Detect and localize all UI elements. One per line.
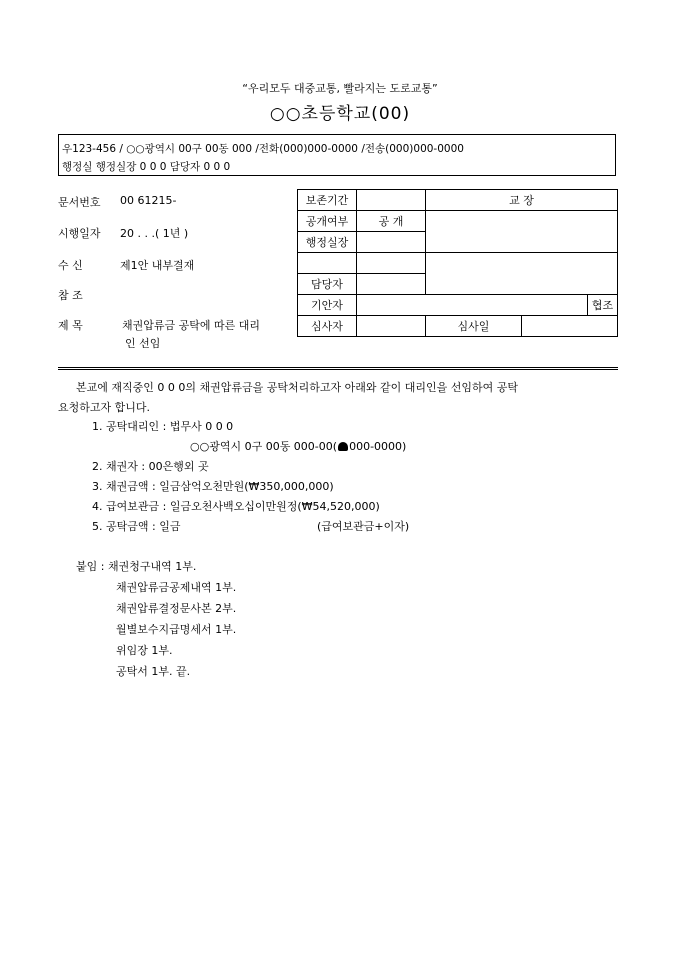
item-1-address [190, 438, 406, 454]
attachments-label: 붙임 : 채권청구내역 1부. [76, 560, 197, 573]
item-4: 4. 급여보관금 : 일금오천사백오십이만원정(₩54,520,000) [92, 500, 380, 513]
recipient-label: 수 신 [58, 259, 83, 272]
attachment-item: 공탁서 1부. 끝. [116, 665, 191, 678]
principal-label: 교 장 [426, 190, 618, 211]
attachment-item: 채권압류결정문사본 2부. [116, 602, 237, 615]
item-1-address-b: 000-0000) [349, 440, 407, 453]
address-box [58, 134, 616, 176]
review-date-value [522, 316, 618, 337]
disclosure-label: 공개여부 [298, 211, 357, 232]
staff-sign [357, 274, 426, 295]
subject-line-1: 채권압류금 공탁에 따른 대리 [122, 319, 261, 332]
item-3: 3. 채권금액 : 일금삼억오천만원(₩350,000,000) [92, 480, 334, 493]
blank-cell-2 [357, 253, 426, 274]
item-2: 2. 채권자 : 00은행외 곳 [92, 460, 209, 473]
date-value: 20 . . .( 1년 ) [120, 227, 189, 240]
review-date-label: 심사일 [426, 316, 522, 337]
doc-no-label: 문서번호 [58, 196, 101, 209]
divider-line-2 [58, 369, 618, 370]
date-label: 시행일자 [58, 227, 101, 240]
intro-line-1: 본교에 재직중인 0 0 0의 채권압류금을 공탁처리하고자 아래와 같이 대리인을 선임하여 공탁 [76, 381, 518, 394]
admin-head-label: 행정실장 [298, 232, 357, 253]
admin-head-sign [357, 232, 426, 253]
item-1: 1. 공탁대리인 : 법무사 0 0 0 [92, 420, 234, 433]
item-5: 5. 공탁금액 : 일금 [92, 520, 181, 533]
drafter-label: 기안자 [298, 295, 357, 316]
attachment-item: 채권압류금공제내역 1부. [116, 581, 237, 594]
attachment-item: 위임장 1부. [116, 644, 173, 657]
subject-label: 제 목 [58, 319, 83, 332]
phone-icon [338, 442, 348, 451]
doc-no-value: 00 61215- [120, 194, 177, 207]
staff-label: 담당자 [298, 274, 357, 295]
attachment-item: 월별보수지급명세서 1부. [116, 623, 237, 636]
slogan: “우리모두 대중교통, 빨라지는 도로교통” [242, 82, 438, 95]
retention-label: 보존기간 [298, 190, 357, 211]
address-line-2: 행정실 행정실장 0 0 0 담당자 0 0 0 [62, 161, 231, 173]
retention-value [357, 190, 426, 211]
approval-table [297, 189, 618, 337]
coop-label: 협조 [588, 295, 618, 316]
blank-cell-1 [298, 253, 357, 274]
principal-sign-box [426, 211, 618, 253]
drafter-value [357, 295, 588, 316]
disclosure-value: 공 개 [357, 211, 426, 232]
item-1-address-a: ○○광역시 0구 00동 000-00( [190, 440, 338, 453]
reviewer-value [357, 316, 426, 337]
address-line-1: 우123-456 / ○○광역시 00구 00동 000 /전화(000)000-0000 /전송(000)000-0000 [62, 143, 464, 155]
divider-line [58, 367, 618, 368]
sign-box-2 [426, 253, 618, 295]
reviewer-label: 심사자 [298, 316, 357, 337]
school-name: ○○초등학교(00) [269, 104, 411, 124]
item-5-note: (급여보관금+이자) [317, 520, 410, 533]
recipient-value: 제1안 내부결재 [120, 259, 195, 272]
subject-line-2: 인 선임 [125, 337, 161, 350]
reference-label: 참 조 [58, 289, 83, 302]
intro-line-2: 요청하고자 합니다. [58, 401, 151, 414]
